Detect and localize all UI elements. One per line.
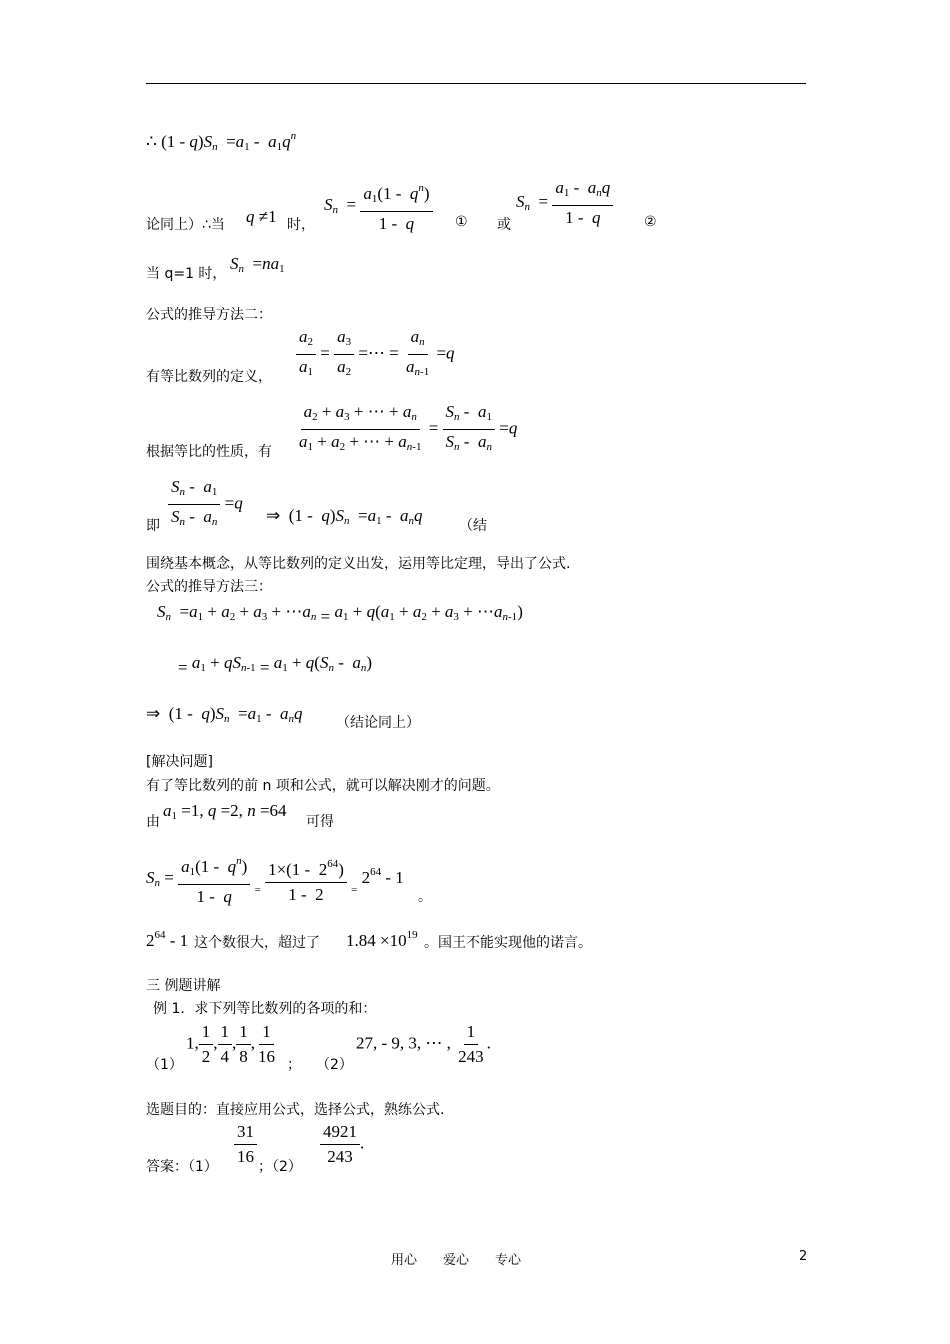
text-summary: 围绕基本概念，从等比数列的定义出发，运用等比定理，导出了公式.	[146, 556, 571, 572]
text-solve-intro: 有了等比数列的前 n 项和公式，就可以解决刚才的问题。	[146, 778, 500, 794]
text-method-2: 公式的推导方法二：	[146, 307, 272, 323]
formula-sum-result: $S_n$ = $\frac{a_1(1 - q^n)}{1 - q}$ $_=$ $\frac{1\times(1 - 2^{64})}{1 - 2}$ $_=$ $2^{64} - 1$	[146, 851, 404, 907]
text-you: 由	[146, 814, 160, 830]
text-or: 或	[497, 217, 511, 233]
text-king-promise: 。国王不能实现他的诺言。	[424, 935, 592, 951]
formula-seq-1: 1, $\frac{1}{2}$ , $\frac{1}{4}$ , $\frac{1}{8}$ , $\frac{1}{16}$	[186, 1022, 275, 1066]
formula-given-values: $a_1 =1$, q =2, n =64	[163, 801, 287, 822]
text-answer: 答案：（1）	[146, 1159, 218, 1175]
text-ji: 即	[146, 518, 160, 534]
text-when-q1: 当 q=1 时，	[146, 266, 227, 282]
text-property: 根据等比的性质，有	[146, 444, 272, 460]
formula-therefore: ∴ $(1 - q)S_n =a_1 - a_1q^n$	[146, 130, 297, 153]
formula-sum-2: $S_n$ = $\frac{a_1 - a_nq}{1 - q}$	[516, 178, 613, 228]
text-when: 时，	[287, 217, 315, 233]
formula-answer-1: $\frac{31}{16}$	[234, 1122, 257, 1167]
text-example-1: 例 1．求下列等比数列的各项的和：	[153, 1001, 377, 1017]
formula-q1: $S_n =na_1$	[230, 254, 285, 275]
text-method-3: 公式的推导方法三：	[146, 579, 272, 595]
circle-2: ②	[644, 214, 657, 230]
formula-2-64-minus-1: $2^{64} - 1$	[146, 929, 189, 950]
formula-sum-1: $S_n$ = $\frac{a_1(1 - q^n)}{1 - q}$	[324, 178, 433, 234]
formula-ratio-def: $\frac{a_2}{a_1}$ = $\frac{a_3}{a_2}$ =⋯ = $\frac{a_n}{a_{n-1}}$ =q	[296, 327, 455, 382]
formula-exceeds: $1.84 \times 10^{19}$	[346, 929, 418, 950]
formula-answer-2: $\frac{4921}{243}$ .	[320, 1122, 364, 1167]
text-part-1: （1）	[146, 1057, 183, 1073]
text-purpose: 选题目的：直接应用公式，选择公式，熟练公式.	[146, 1102, 445, 1118]
formula-ratio-property: $\frac{a_2 + a_3 + \cdots + a_n}{a_1 + a_2 + \cdots + a_{n-1}}$ = $\frac{S_n - a_1}{S_n - a_n}$ =q	[299, 402, 518, 453]
text-very-large: 这个数很大，超过了	[194, 935, 320, 951]
text-semicolon-1: ；	[287, 1057, 301, 1073]
page-number: 2	[799, 1249, 808, 1264]
text-solve-heading: [解决问题]	[146, 754, 213, 770]
text-examples-heading: 三 例题讲解	[146, 978, 221, 994]
text-period: 。	[418, 889, 432, 905]
circle-1: ①	[455, 214, 468, 230]
header-rule	[146, 83, 806, 84]
text-answer-sep: ；（2）	[258, 1159, 302, 1175]
text-conclusion-note: （结论同上）	[336, 715, 420, 731]
text-part-2: （2）	[316, 1057, 353, 1073]
formula-method3-b: = $a_1 + qS_{n-1} = a_1 + q(S_n - a_n)$	[178, 653, 373, 677]
text-kede: 可得	[306, 814, 334, 830]
formula-implies-1: ⇒ $(1 - q)S_n =a_1 - a_nq$	[266, 506, 423, 527]
formula-ratio-sn: $\frac{S_n - a_1}{S_n - a_n}$ =q	[168, 477, 243, 532]
formula-seq-2: 27, - 9, 3, ⋯ , $\frac{1}{243}$ .	[356, 1022, 491, 1066]
formula-method3-a: $S_n =a_1 + a_2 + a_3$ + $\cdots a_n = a_1 + q(a_1 + a_2 + a_3$ + $\cdots a_{n-1}$)	[157, 602, 523, 626]
footer-motto: 用心 爱心 专心	[391, 1253, 522, 1268]
formula-q-not-1: q ≠1	[246, 207, 277, 226]
formula-implies-2: ⇒ $(1 - q)S_n =a_1 - a_nq$	[146, 704, 303, 725]
text-conclusion-same: 论同上）∴当	[146, 217, 225, 233]
text-definition: 有等比数列的定义，	[146, 369, 272, 385]
text-jie: （结	[459, 518, 487, 534]
